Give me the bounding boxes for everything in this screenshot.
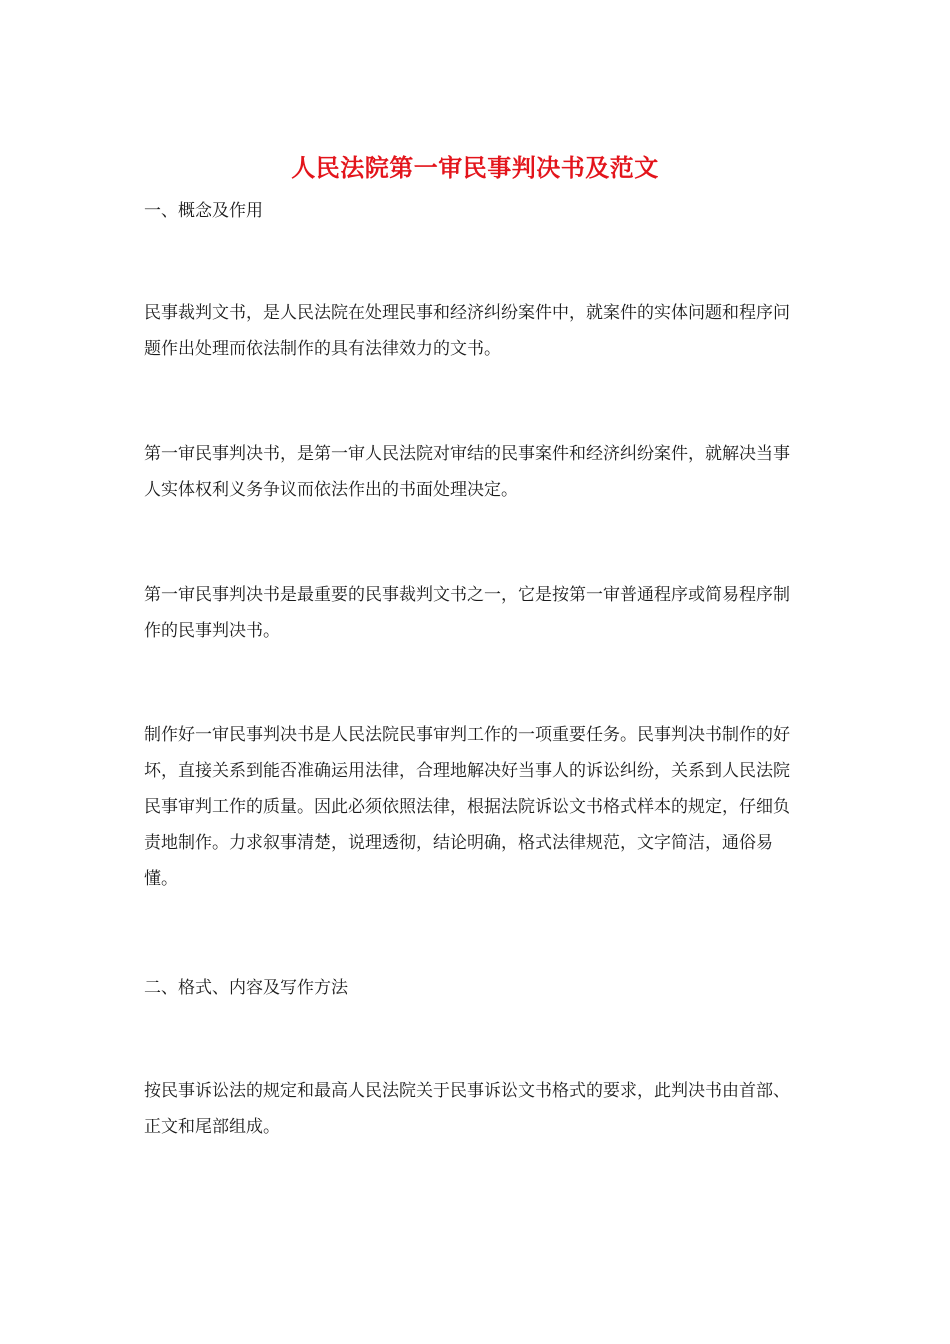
paragraph-definition: 民事裁判文书，是人民法院在处理民事和经济纠纷案件中，就案件的实体问题和程序问题作出处理而依法制作的具有法律效力的文书。 xyxy=(144,303,790,359)
paragraph-importance: 第一审民事判决书是最重要的民事裁判文书之一，它是按第一审普通程序或简易程序制作的民事判决书。 xyxy=(144,585,790,641)
paragraph-structure: 按民事诉讼法的规定和最高人民法院关于民事诉讼文书格式的要求，此判决书由首部、正文和尾部组成。 xyxy=(144,1081,790,1137)
document-title: 人民法院第一审民事判决书及范文 xyxy=(291,153,659,182)
paragraph-first-instance-definition: 第一审民事判决书，是第一审人民法院对审结的民事案件和经济纠纷案件，就解决当事人实体权利义务争议而依法作出的书面处理决定。 xyxy=(144,444,790,500)
paragraph-production-requirements: 制作好一审民事判决书是人民法院民事审判工作的一项重要任务。民事判决书制作的好坏，直接关系到能否准确运用法律，合理地解决好当事人的诉讼纠纷，关系到人民法院民事审判工作的质量。因此必须依照法律，根据法院诉讼文书格式样本的规定，仔细负责地制作。力求叙事清楚，说理透彻，结论明确，格式法律规范，文字简洁，通俗易懂。 xyxy=(144,725,790,889)
section-heading-format: 二、格式、内容及写作方法 xyxy=(144,978,348,998)
section-heading-concept: 一、概念及作用 xyxy=(144,201,263,221)
